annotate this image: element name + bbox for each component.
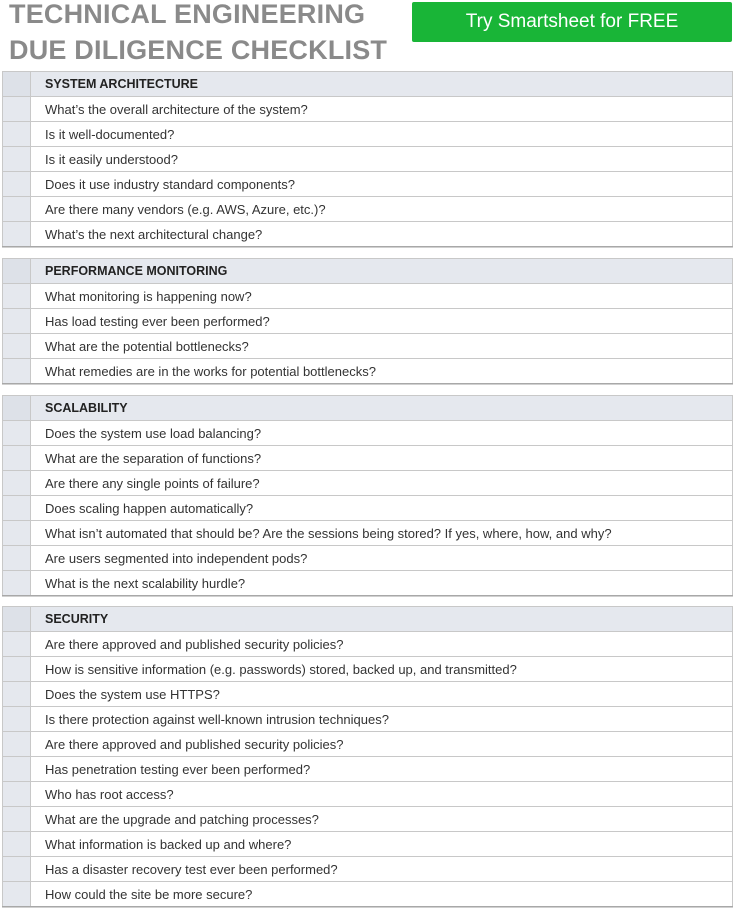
checklist-item-row: [2, 682, 733, 707]
section-header-row: [2, 71, 733, 97]
checklist-item-text: Does scaling happen automatically?: [31, 496, 733, 520]
page-title: [9, 0, 387, 68]
section-header-marker: [2, 607, 31, 631]
section-header-row: [2, 258, 733, 284]
checklist-item-row: [2, 732, 733, 757]
checklist-item-row: [2, 471, 733, 496]
checklist-item-text: What’s the overall architecture of the system?: [31, 97, 733, 121]
checklist-item-row: [2, 421, 733, 446]
checklist-section: [2, 258, 733, 384]
checklist-item-text: Is it well-documented?: [31, 122, 733, 146]
checklist-item-row: [2, 632, 733, 657]
checklist-item-text: What monitoring is happening now?: [31, 284, 733, 308]
checklist-item-text: What’s the next architectural change?: [31, 222, 733, 246]
checkbox-cell[interactable]: [2, 571, 31, 595]
checklist-item-text: Does the system use load balancing?: [31, 421, 733, 445]
checklist-item-text: Is it easily understood?: [31, 147, 733, 171]
checklist-section: [2, 395, 733, 596]
checkbox-cell[interactable]: [2, 222, 31, 246]
checklist-item-row: [2, 359, 733, 384]
section-header-marker: [2, 396, 31, 420]
checklist-item-row: [2, 707, 733, 732]
checklist-item-text: What isn’t automated that should be? Are the sessions being stored? If yes, where, how, and why?: [31, 521, 733, 545]
checkbox-cell[interactable]: [2, 122, 31, 146]
section-heading: SYSTEM ARCHITECTURE: [31, 72, 733, 96]
checkbox-cell[interactable]: [2, 496, 31, 520]
checkbox-cell[interactable]: [2, 857, 31, 881]
checklist-item-row: [2, 546, 733, 571]
checkbox-cell[interactable]: [2, 359, 31, 383]
checkbox-cell[interactable]: [2, 682, 31, 706]
checklist-item-row: [2, 521, 733, 546]
checklist-item-text: What remedies are in the works for potential bottlenecks?: [31, 359, 733, 383]
checklist-item-row: [2, 122, 733, 147]
checklist-item-row: [2, 757, 733, 782]
checklist-section: [2, 71, 733, 247]
checklist-section: [2, 606, 733, 907]
checklist-item-text: Does it use industry standard components?: [31, 172, 733, 196]
checklist-item-text: What are the potential bottlenecks?: [31, 334, 733, 358]
checklist-item-row: [2, 446, 733, 471]
page-title-line-1: TECHNICAL ENGINEERING: [9, 0, 366, 29]
checkbox-cell[interactable]: [2, 284, 31, 308]
checklist-table: [2, 71, 733, 918]
checkbox-cell[interactable]: [2, 521, 31, 545]
checklist-item-row: [2, 857, 733, 882]
checklist-item-text: Are there approved and published security policies?: [31, 632, 733, 656]
checklist-item-text: How could the site be more secure?: [31, 882, 733, 906]
checkbox-cell[interactable]: [2, 757, 31, 781]
section-header-row: [2, 606, 733, 632]
checklist-item-text: How is sensitive information (e.g. passwords) stored, backed up, and transmitted?: [31, 657, 733, 681]
section-heading: PERFORMANCE MONITORING: [31, 259, 733, 283]
checklist-item-row: [2, 197, 733, 222]
section-header-row: [2, 395, 733, 421]
checkbox-cell[interactable]: [2, 421, 31, 445]
section-header-marker: [2, 259, 31, 283]
checkbox-cell[interactable]: [2, 147, 31, 171]
checkbox-cell[interactable]: [2, 172, 31, 196]
checklist-item-text: Has a disaster recovery test ever been performed?: [31, 857, 733, 881]
checklist-item-row: [2, 807, 733, 832]
checkbox-cell[interactable]: [2, 197, 31, 221]
section-heading: SECURITY: [31, 607, 733, 631]
section-heading: SCALABILITY: [31, 396, 733, 420]
checklist-item-text: Has penetration testing ever been performed?: [31, 757, 733, 781]
checklist-item-row: [2, 97, 733, 122]
checkbox-cell[interactable]: [2, 882, 31, 906]
checklist-item-row: [2, 496, 733, 521]
checklist-item-text: What are the separation of functions?: [31, 446, 733, 470]
section-header-marker: [2, 72, 31, 96]
checkbox-cell[interactable]: [2, 632, 31, 656]
checklist-item-text: Who has root access?: [31, 782, 733, 806]
checkbox-cell[interactable]: [2, 657, 31, 681]
checkbox-cell[interactable]: [2, 546, 31, 570]
checklist-item-row: [2, 284, 733, 309]
checklist-item-row: [2, 147, 733, 172]
checkbox-cell[interactable]: [2, 446, 31, 470]
checklist-item-row: [2, 782, 733, 807]
checklist-item-row: [2, 571, 733, 596]
checklist-item-text: Are users segmented into independent pods?: [31, 546, 733, 570]
checkbox-cell[interactable]: [2, 732, 31, 756]
checklist-item-row: [2, 657, 733, 682]
checklist-item-text: Is there protection against well-known intrusion techniques?: [31, 707, 733, 731]
checklist-item-text: Are there many vendors (e.g. AWS, Azure, etc.)?: [31, 197, 733, 221]
checkbox-cell[interactable]: [2, 334, 31, 358]
checkbox-cell[interactable]: [2, 782, 31, 806]
checkbox-cell[interactable]: [2, 707, 31, 731]
checklist-item-text: What is the next scalability hurdle?: [31, 571, 733, 595]
page-title-line-2: DUE DILIGENCE CHECKLIST: [9, 35, 388, 65]
checkbox-cell[interactable]: [2, 97, 31, 121]
checkbox-cell[interactable]: [2, 807, 31, 831]
checkbox-cell[interactable]: [2, 471, 31, 495]
checklist-item-text: Are there approved and published security policies?: [31, 732, 733, 756]
checklist-item-text: Are there any single points of failure?: [31, 471, 733, 495]
checklist-item-text: What are the upgrade and patching processes?: [31, 807, 733, 831]
checklist-item-row: [2, 832, 733, 857]
checklist-item-text: Has load testing ever been performed?: [31, 309, 733, 333]
checkbox-cell[interactable]: [2, 832, 31, 856]
checklist-item-text: What information is backed up and where?: [31, 832, 733, 856]
checkbox-cell[interactable]: [2, 309, 31, 333]
checklist-item-row: [2, 172, 733, 197]
checklist-item-row: [2, 334, 733, 359]
checklist-item-text: Does the system use HTTPS?: [31, 682, 733, 706]
checklist-item-row: [2, 309, 733, 334]
try-smartsheet-button[interactable]: Try Smartsheet for FREE: [412, 2, 732, 42]
checklist-item-row: [2, 222, 733, 247]
checklist-item-row: [2, 882, 733, 907]
